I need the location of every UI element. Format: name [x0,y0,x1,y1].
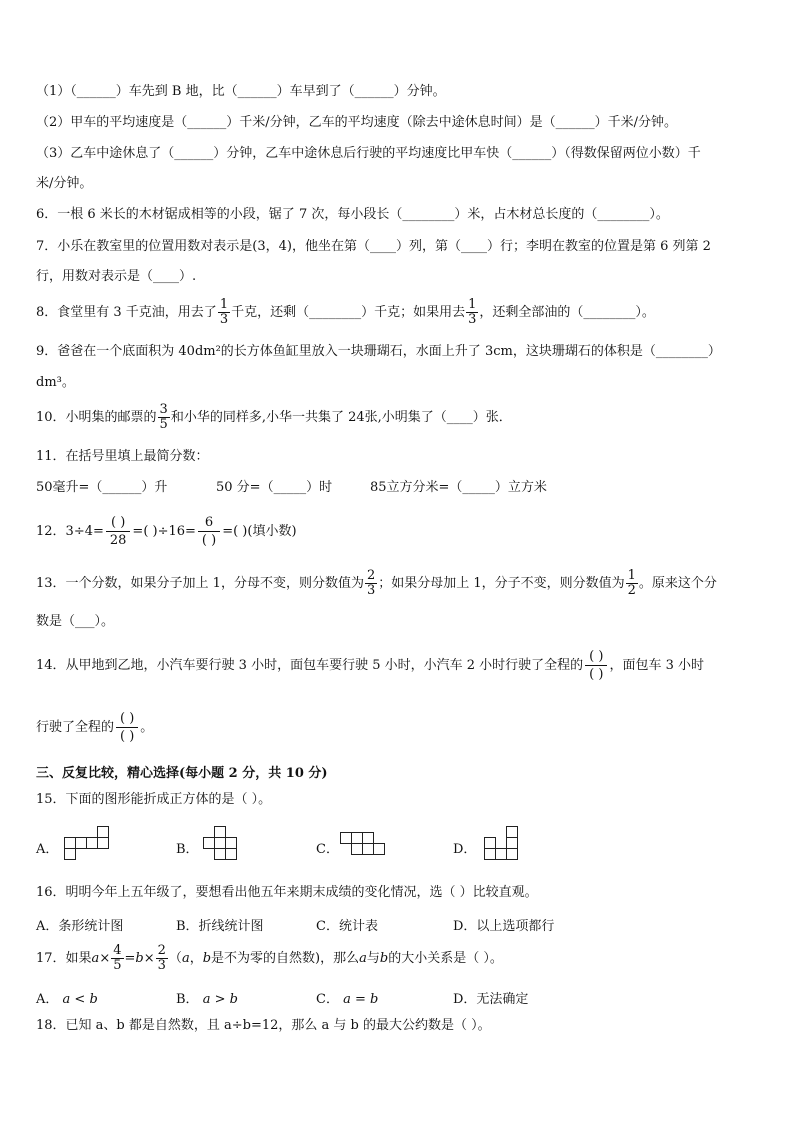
q17-text-4: 是不为零的自然数)，那么 [211,951,360,966]
q5-part1: （1）（______）车先到 B 地，比（______）车早到了（______）分钟。 [36,84,446,99]
q17-option-a[interactable] [36,988,98,1007]
q8-frac2-num: 1 [468,297,477,312]
q12-frac1-den: 28 [109,533,127,548]
question-16: 16．明明今年上五年级了，要想看出他五年来期末成绩的变化情况，选（ ）比较直观。 [36,885,538,900]
q14-frac1-num: ( ) [585,648,607,666]
q13-frac1-den: 3 [366,583,376,598]
q8-frac2-den: 3 [468,312,477,327]
q17-option-c[interactable] [316,988,378,1007]
q15-net-b[interactable] [203,826,243,866]
q13-frac1-num: 2 [366,568,376,583]
q17-option-b[interactable] [176,988,238,1007]
q8-text-3: ，还剩全部油的（________）。 [479,305,655,320]
q17-frac1-num: 4 [113,943,122,958]
q17-fraction-2 [156,944,168,973]
question-13-line1 [36,566,717,602]
q13-fraction-1 [365,569,377,598]
q17-frac2-den: 3 [157,958,166,973]
q12-frac2-num: 6 [198,514,220,532]
q8-text-2: 千克，还剩（________）千克；如果用去 [231,305,466,320]
question-13-line2: 数是（___）。 [36,614,115,629]
q17-option-a-expr: a < b [62,992,98,1007]
question-17 [36,942,503,976]
q17-option-c-label: C． [316,992,339,1007]
question-10 [36,402,512,434]
q15-option-a-label[interactable]: A． [36,842,59,857]
q15-net-a[interactable] [64,826,116,862]
var-a: a [359,951,367,966]
q11-item-c: 85立方分米=（_____）立方米 [370,480,547,495]
q10-fraction [158,403,170,432]
question-7-line1: 7．小乐在教室里的位置用数对表示是(3，4)，他坐在第（____）列，第（____）行；李明在教室的位置是第 6 列第 2 [36,239,711,254]
question-14-line1 [36,646,704,686]
q12-frac2-den: ( ) [201,533,217,548]
var-b: b [379,951,389,966]
q8-frac1-num: 1 [219,297,229,312]
q13-text-3: 。原来这个分 [638,576,717,591]
question-6: 6．一根 6 米长的木材锯成相等的小段，锯了 7 次，每小段长（________）米，占木材总长度的（________）。 [36,207,669,222]
q17-frac1-den: 5 [113,958,122,973]
q17-option-b-expr: a > b [202,992,238,1007]
question-12 [36,512,297,552]
q13-frac2-num: 1 [627,568,636,583]
q13-frac2-den: 2 [627,583,636,598]
q11-item-b: 50 分=（_____）时 [216,480,333,495]
q16-option-d[interactable]: D．以上选项都行 [453,919,555,934]
q11-item-a: 50毫升=（______）升 [36,480,168,495]
q15-net-d[interactable] [484,826,524,866]
q15-option-c-label[interactable]: C． [316,842,339,857]
q16-option-c[interactable]: C．统计表 [316,919,378,934]
q17-text-1: 17．如果 [36,951,92,966]
q16-option-b[interactable]: B．折线统计图 [176,919,264,934]
q5-part3-line1: （3）乙车中途休息了（______）分钟，乙车中途休息后行驶的平均速度比甲车快（______）（得数保留两位小数）千 [36,146,701,161]
q17-text-6: 的大小关系是（ ）。 [388,951,503,966]
q14b-text-1: 行驶了全程的 [36,720,115,735]
q12-fraction-2 [198,514,220,549]
q12-frac1-num: ( ) [106,514,131,532]
q14-text-1: 14．从甲地到乙地，小汽车要行驶 3 小时，面包车要行驶 5 小时，小汽车 2 小时行驶了全程的 [36,658,584,673]
q17-option-b-label: B． [176,992,199,1007]
q17-text-3: ， [189,951,203,966]
var-a: a [91,951,100,966]
q12-text-1: 12．3÷4= [36,524,104,539]
question-9-line1: 9．爸爸在一个底面积为 40dm²的长方体鱼缸里放入一块珊瑚石，水面上升了 3cm，这块珊瑚石的体积是（________） [36,344,721,359]
q12-fraction-1 [106,514,131,549]
q17-fraction-1 [111,944,123,973]
question-18: 18．已知 a、b 都是自然数，且 a÷b=12，那么 a 与 b 的最大公约数是（ ）。 [36,1018,491,1033]
question-9-line2: dm³。 [36,375,75,390]
section-3-heading: 三、反复比较，精心选择(每小题 2 分，共 10 分) [36,766,328,781]
q15-option-d-label[interactable]: D． [453,842,477,857]
q17-frac2-num: 2 [157,943,166,958]
q13-fraction-2 [626,569,638,598]
var-b: b [135,951,144,966]
q17-option-c-expr: a = b [343,992,379,1007]
q12-text-2: =( )÷16= [132,524,196,539]
question-15: 15．下面的图形能折成正方体的是（ ）。 [36,792,272,807]
q14-frac2-num: ( ) [116,710,138,728]
times-sign: × [99,951,111,966]
q16-option-a[interactable]: A．条形统计图 [36,919,124,934]
q15-net-c[interactable] [340,832,392,858]
q10-frac-den: 5 [159,417,168,432]
q8-fraction-1 [218,298,230,327]
question-14-line2 [36,708,153,748]
q17-option-a-label: A． [36,992,59,1007]
var-a: a [181,951,190,966]
q13-text-1: 13．一个分数，如果分子加上 1，分母不变，则分数值为 [36,576,364,591]
q14-fraction-1 [585,648,607,683]
q14-text-2: ，面包车 3 小时 [609,658,704,673]
q10-text-2: 和小华的同样多,小华一共集了 24张,小明集了（____）张． [170,410,512,425]
q14-frac2-den: ( ) [120,729,135,744]
q14-frac1-den: ( ) [589,667,604,682]
q12-text-3: =( )(填小数) [222,524,297,539]
q8-fraction-2 [466,298,478,327]
times-sign: × [143,951,155,966]
q14b-text-2: 。 [140,720,154,735]
q17-option-d[interactable]: D．无法确定 [453,992,529,1007]
equals-sign: = [124,951,136,966]
q13-text-2: ；如果分母加上 1，分子不变，则分数值为 [378,576,625,591]
q17-text-5: 与 [366,951,380,966]
q8-text-1: 8．食堂里有 3 千克油，用去了 [36,305,217,320]
var-b: b [202,951,212,966]
q14-fraction-2 [116,710,138,745]
question-11: 11．在括号里填上最简分数： [36,449,209,464]
question-7-line2: 行，用数对表示是（____）. [36,269,197,284]
q17-text-2: （ [168,951,182,966]
question-8 [36,297,655,329]
q5-part3-line2: 米/分钟。 [36,176,93,191]
q15-option-b-label[interactable]: B． [176,842,199,857]
q8-frac1-den: 3 [219,312,229,327]
q10-frac-num: 3 [159,402,168,417]
q10-text-1: 10．小明集的邮票的 [36,410,157,425]
q5-part2: （2）甲车的平均速度是（______）千米/分钟，乙车的平均速度（除去中途休息时间）是（______）千米/分钟。 [36,115,678,130]
